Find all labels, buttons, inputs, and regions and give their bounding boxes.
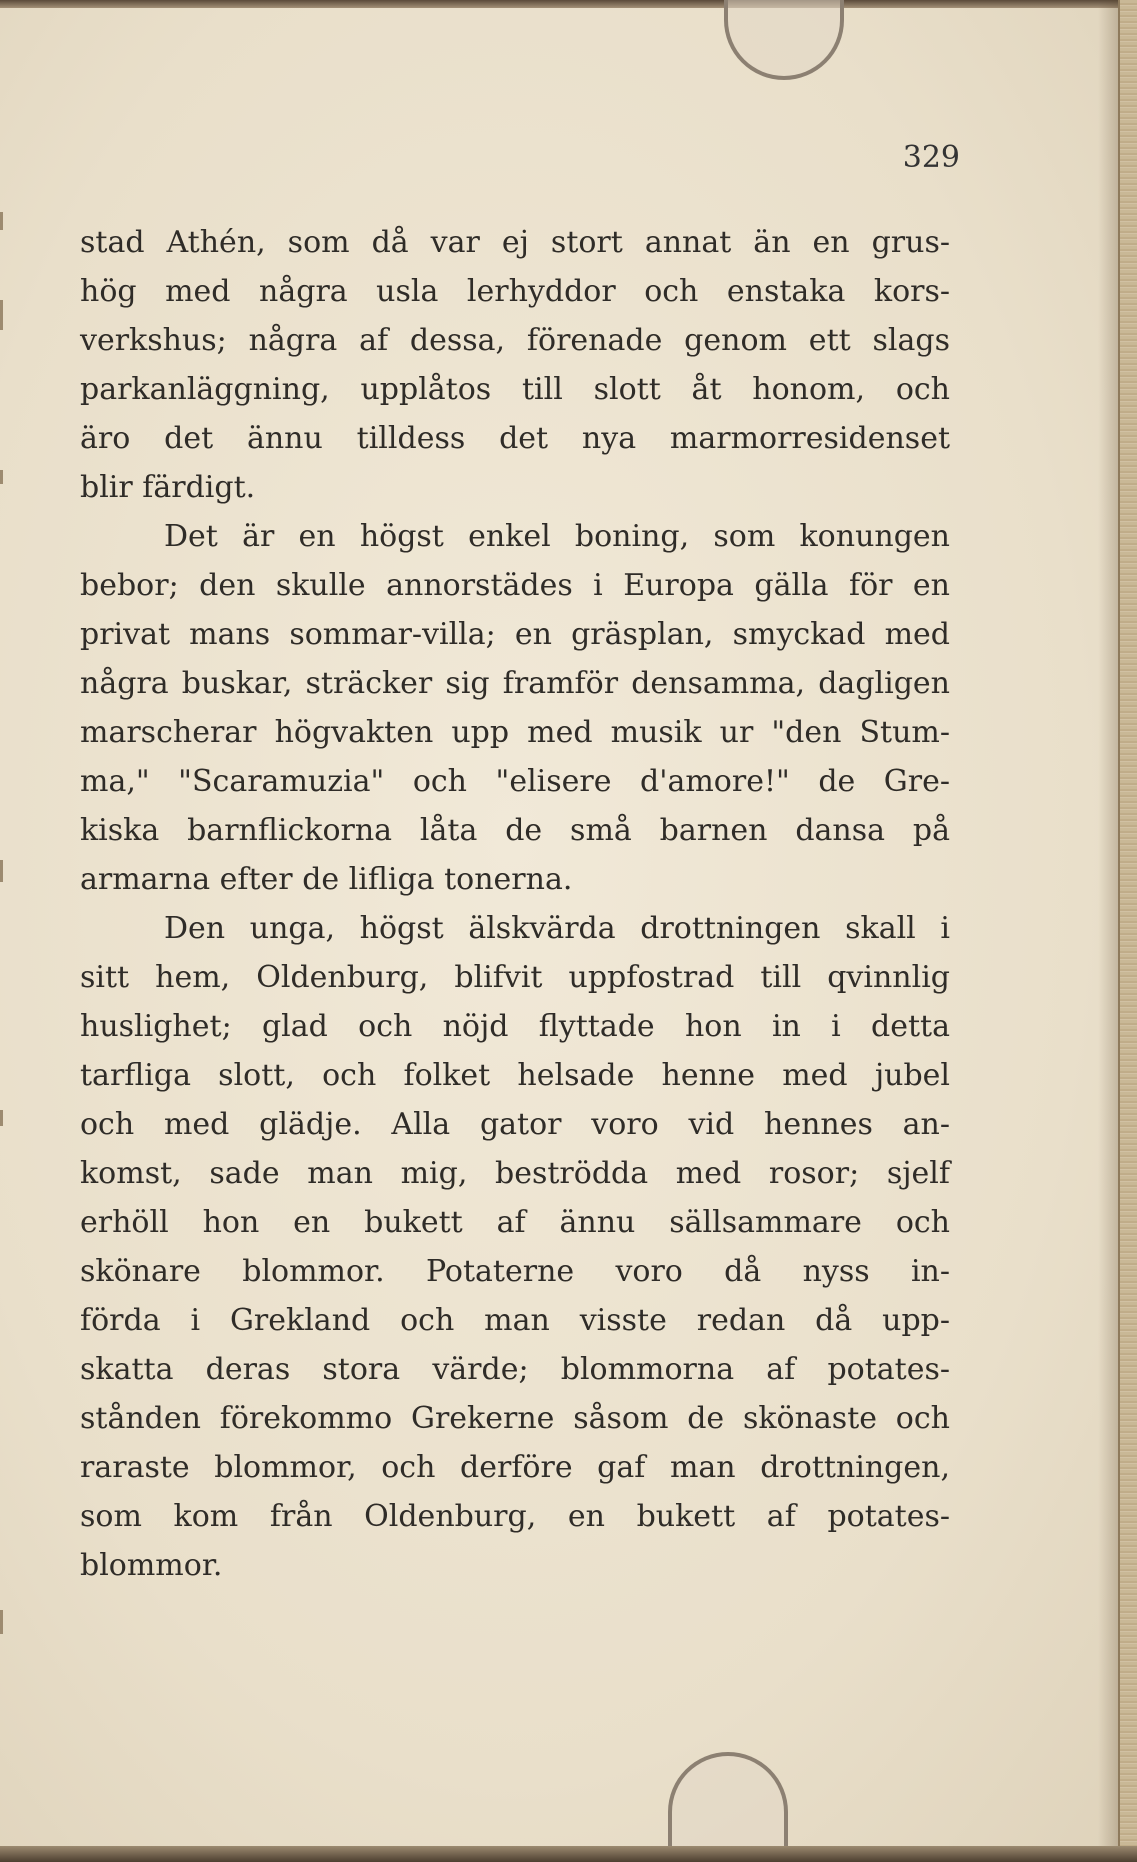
paragraph-first-line: Den unga, högst älskvärda drottningen skall i — [164, 911, 950, 946]
margin-mark — [0, 300, 3, 330]
margin-mark — [0, 212, 3, 230]
text-line: skatta deras stora värde; blommorna af potates- — [80, 1352, 950, 1387]
text-line: stånden förekommo Grekerne såsom de skönaste och — [80, 1401, 950, 1436]
text-line: armarna efter de lifliga tonerna. — [80, 862, 573, 897]
text-line: bebor; den skulle annorstädes i Europa gälla för en — [80, 568, 950, 603]
page-number: 329 — [902, 140, 960, 175]
text-line: förda i Grekland och man visste redan då upp- — [80, 1303, 950, 1338]
text-line: äro det ännu tilldess det nya marmorresidenset — [80, 421, 950, 456]
paragraph-first-line: Det är en högst enkel boning, som konungen — [164, 519, 950, 554]
text-line: några buskar, sträcker sig framför densamma, dagligen — [80, 666, 950, 701]
text-line: huslighet; glad och nöjd flyttade hon in i detta — [80, 1009, 950, 1044]
margin-mark — [0, 470, 3, 484]
text-line: verkshus; några af dessa, förenade genom ett slags — [80, 323, 950, 358]
text-line: parkanläggning, upplåtos till slott åt honom, och — [80, 372, 950, 407]
book-page-edges — [1118, 0, 1137, 1862]
text-line: och med glädje. Alla gator voro vid hennes an- — [80, 1107, 950, 1142]
text-line: marscherar högvakten upp med musik ur "den Stum- — [80, 715, 950, 750]
spine-shadow — [1098, 0, 1118, 1862]
text-line: kiska barnflickorna låta de små barnen dansa på — [80, 813, 950, 848]
margin-mark — [0, 1110, 3, 1126]
body-text — [80, 218, 950, 1590]
text-line: som kom från Oldenburg, en bukett af potates- — [80, 1499, 950, 1534]
text-line: tarfliga slott, och folket helsade henne med jubel — [80, 1058, 950, 1093]
text-line: sitt hem, Oldenburg, blifvit uppfostrad till qvinnlig — [80, 960, 950, 995]
text-line: komst, sade man mig, beströdda med rosor; sjelf — [80, 1156, 950, 1191]
text-line: raraste blommor, och derföre gaf man drottningen, — [80, 1450, 950, 1485]
text-line: hög med några usla lerhyddor och enstaka kors- — [80, 274, 950, 309]
text-line: skönare blommor. Potaterne voro då nyss in- — [80, 1254, 950, 1289]
text-line: blir färdigt. — [80, 470, 256, 505]
text-line: privat mans sommar-villa; en gräsplan, smyckad med — [80, 617, 950, 652]
text-line: blommor. — [80, 1548, 223, 1583]
margin-mark — [0, 1610, 3, 1634]
paper-clip-top — [724, 0, 844, 80]
page-top-edge — [0, 0, 1137, 8]
page-bottom-edge — [0, 1846, 1137, 1862]
text-line: erhöll hon en bukett af ännu sällsammare och — [80, 1205, 950, 1240]
text-line: ma," "Scaramuzia" och "elisere d'amore!" de Gre- — [80, 764, 950, 799]
text-line: stad Athén, som då var ej stort annat än en grus- — [80, 225, 950, 260]
margin-mark — [0, 860, 3, 882]
